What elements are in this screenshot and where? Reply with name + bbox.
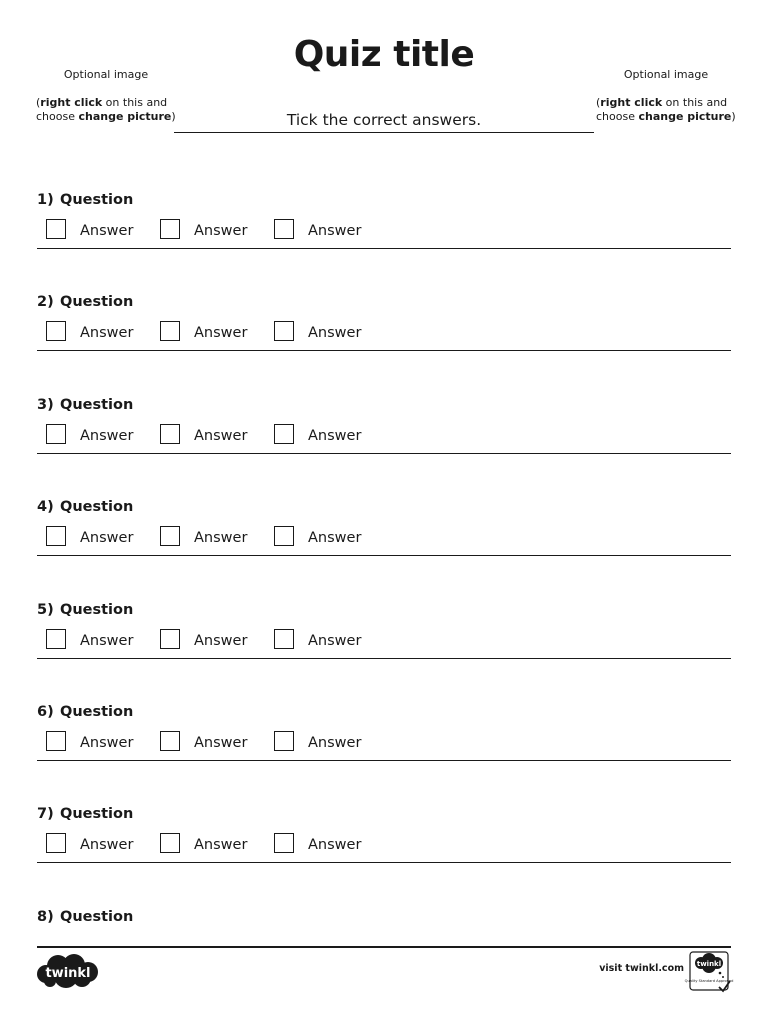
badge-brand-text: twinkl xyxy=(696,960,722,968)
answer-checkbox[interactable] xyxy=(46,526,66,546)
answer-checkbox[interactable] xyxy=(160,321,180,341)
optional-image-label: Optional image xyxy=(63,68,149,81)
answer-label: Answer xyxy=(194,632,248,649)
answer-row xyxy=(37,526,731,556)
footer-divider xyxy=(37,946,731,948)
question-item xyxy=(37,804,731,854)
question-heading xyxy=(37,395,731,415)
answer-label: Answer xyxy=(308,837,362,854)
question-heading xyxy=(37,190,731,210)
answer-row xyxy=(37,629,731,659)
question-text: Question xyxy=(60,908,134,925)
answer-label: Answer xyxy=(194,530,248,547)
answer-checkbox[interactable] xyxy=(274,731,294,751)
answer-checkbox[interactable] xyxy=(46,424,66,444)
question-number: 1) xyxy=(37,192,54,208)
answer-checkbox[interactable] xyxy=(46,219,66,239)
answer-label: Answer xyxy=(308,427,362,444)
question-number: 8) xyxy=(37,908,54,925)
answer-label: Answer xyxy=(194,837,248,854)
answer-checkbox[interactable] xyxy=(274,629,294,649)
question-number: 2) xyxy=(37,294,54,311)
answer-checkbox[interactable] xyxy=(274,219,294,239)
answer-label: Answer xyxy=(80,223,134,239)
answer-checkbox[interactable] xyxy=(274,526,294,546)
answer-checkbox[interactable] xyxy=(160,731,180,751)
question-item xyxy=(37,702,731,751)
question-text: Question xyxy=(60,192,134,208)
answer-checkbox[interactable] xyxy=(274,321,294,341)
answer-row xyxy=(37,424,731,454)
question-item xyxy=(37,395,731,444)
twinkl-logo-text: twinkl xyxy=(45,966,91,981)
answer-label: Answer xyxy=(308,325,362,342)
badge-caption-text: Quality Standard Approved xyxy=(684,979,734,983)
question-text: Question xyxy=(60,396,134,413)
answer-label: Answer xyxy=(308,223,362,239)
answer-checkbox[interactable] xyxy=(274,424,294,444)
question-heading xyxy=(37,497,731,517)
instruction-text: Tick the correct answers. xyxy=(174,108,594,133)
answer-checkbox[interactable] xyxy=(160,219,180,239)
answer-row xyxy=(37,833,731,863)
question-text: Question xyxy=(60,704,134,720)
answer-label: Answer xyxy=(80,735,134,751)
answer-label: Answer xyxy=(308,632,362,649)
answer-row xyxy=(37,219,731,249)
answer-label: Answer xyxy=(80,837,134,854)
question-item xyxy=(37,497,731,547)
visit-link[interactable]: visit twinkl.com xyxy=(599,963,684,974)
question-text: Question xyxy=(60,499,134,516)
optional-image-hint: (right click on this and choose change picture) xyxy=(36,96,176,123)
answer-checkbox[interactable] xyxy=(274,833,294,853)
optional-image-right[interactable] xyxy=(596,68,736,124)
question-heading xyxy=(37,600,731,620)
answer-checkbox[interactable] xyxy=(160,526,180,546)
answer-label: Answer xyxy=(194,223,248,239)
question-text: Question xyxy=(60,294,134,311)
answer-label: Answer xyxy=(194,427,248,444)
optional-image-label: Optional image xyxy=(623,68,709,81)
question-text: Question xyxy=(60,601,134,618)
question-item xyxy=(37,907,731,927)
question-heading xyxy=(37,292,731,312)
question-heading xyxy=(37,702,731,722)
answer-label: Answer xyxy=(80,325,134,342)
answer-label: Answer xyxy=(80,530,134,547)
question-number: 4) xyxy=(37,499,54,516)
question-item xyxy=(37,292,731,342)
question-text: Question xyxy=(60,806,134,823)
answer-checkbox[interactable] xyxy=(46,731,66,751)
answer-checkbox[interactable] xyxy=(160,833,180,853)
answer-label: Answer xyxy=(308,530,362,547)
question-item xyxy=(37,190,731,239)
answer-label: Answer xyxy=(308,735,362,751)
answer-label: Answer xyxy=(194,735,248,751)
answer-checkbox[interactable] xyxy=(46,629,66,649)
answer-checkbox[interactable] xyxy=(46,321,66,341)
optional-image-hint: (right click on this and choose change picture) xyxy=(596,96,736,123)
question-item xyxy=(37,600,731,649)
optional-image-left[interactable] xyxy=(36,68,176,124)
answer-checkbox[interactable] xyxy=(160,629,180,649)
answer-row xyxy=(37,731,731,761)
answer-row xyxy=(37,321,731,351)
answer-label: Answer xyxy=(80,427,134,444)
answer-label: Answer xyxy=(194,325,248,342)
question-number: 3) xyxy=(37,396,54,413)
question-number: 7) xyxy=(37,806,54,823)
answer-checkbox[interactable] xyxy=(46,833,66,853)
twinkl-logo xyxy=(36,954,100,990)
answer-checkbox[interactable] xyxy=(160,424,180,444)
quality-standard-badge xyxy=(684,951,734,993)
question-number: 6) xyxy=(37,704,54,720)
question-number: 5) xyxy=(37,601,54,618)
page-title: Quiz title xyxy=(293,34,475,75)
question-heading xyxy=(37,804,731,824)
answer-label: Answer xyxy=(80,632,134,649)
question-heading xyxy=(37,907,731,927)
